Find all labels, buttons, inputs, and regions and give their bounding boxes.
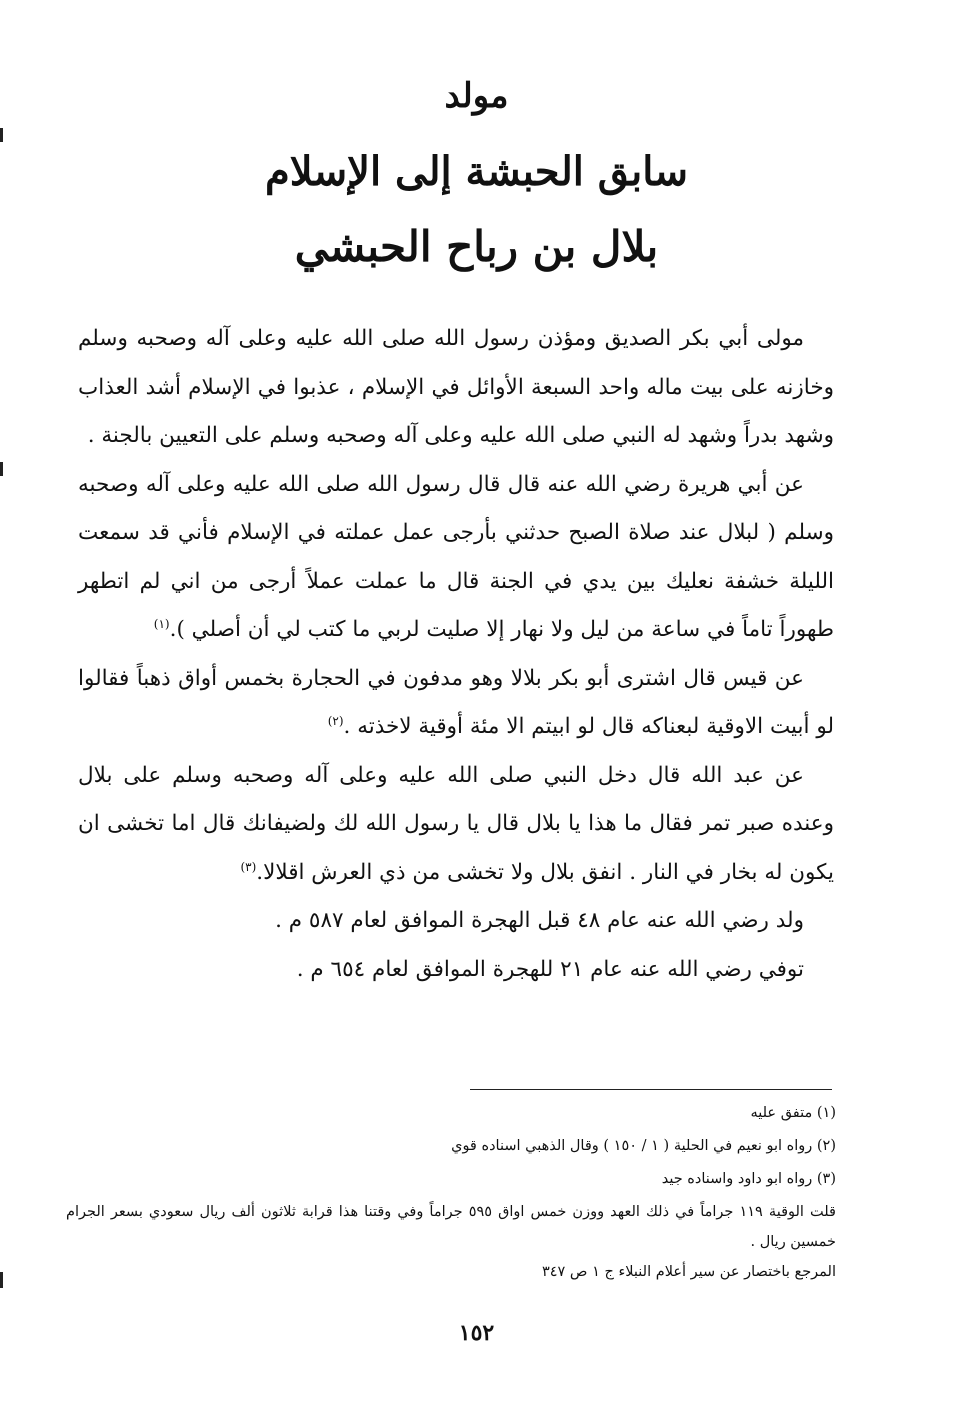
paragraph-hadith-1 — [78, 461, 834, 655]
footnote-reference: المرجع باختصار عن سير أعلام النبلاء ج ١ ص ٣٤٧ — [541, 1264, 836, 1280]
title-bilal: بلال بن رباح الحبشي — [294, 222, 659, 271]
title-first-abyssinian: سابق الحبشة إلى الإسلام — [264, 148, 688, 195]
footnote-2: (٢) رواه ابو نعيم في الحلية ( ١ / ١٥٠ ) وقال الذهبي اسناده قوي — [451, 1138, 836, 1154]
main-body — [78, 315, 834, 994]
footnote-remark: قلت الوقية ١١٩ جراماً في ذلك العهد ووزن خمس اواق ٥٩٥ جراماً وفي وقتنا هذا قرابة ثلاثون ألف ريال سعودي بسعر الجرام خمسين ريال . — [66, 1204, 836, 1250]
hadith-3-text: عن عبد الله قال دخل النبي صلى الله عليه وعلى آله وصحبه وسلم على بلال وعنده صبر تمر فقال ما هذا يا بلال قال يا رسول الله لك ولضيفانك قال اما تخشى ان يكون له بخار في النار . انفق بلال ولا تخشى من ذي العرش اقلالا. — [78, 762, 834, 885]
footnote-ref-2: (٢) — [327, 713, 344, 728]
paragraph-hadith-3 — [78, 752, 834, 898]
footnote-ref-3: (٣) — [240, 859, 257, 874]
title-birth: مولد — [444, 76, 509, 116]
hadith-2-text: عن قيس قال اشترى أبو بكر بلالا وهو مدفون في الحجارة بخمس أواق ذهباً فقالوا لو أبيت الاوقية لبعناكه قال لو ابيتم الا مئة أوقية لاخذته . — [78, 665, 834, 739]
footnote-ref-1: (١) — [153, 616, 170, 631]
page-number: ١٥٢ — [458, 1320, 495, 1346]
paragraph-died: توفي رضي الله عنه عام ٢١ للهجرة الموافق لعام ٦٥٤ م . — [296, 956, 804, 982]
footnote-1: (١) متفق عليه — [750, 1105, 836, 1121]
footnotes-section — [66, 1098, 836, 1287]
hadith-1-text: عن أبي هريرة رضي الله عنه قال قال رسول الله صلى الله عليه وعلى آله وصحبه وسلم ( لبلال عند صلاة الصبح حدثني بأرجى عمل عملته في الإسلام فأني قد سمعت الليلة خشفة نعليك بين يدي في الجنة قال ما عملت عملاً أرجى من اني لم اتطهر طهوراً تاماً في ساعة من ليل ولا نهار إلا صليت لربي ما كتب لي أن أصلي ). — [78, 471, 834, 642]
paragraph-intro: مولى أبي بكر الصديق ومؤذن رسول الله صلى الله عليه وعلى آله وصحبه وسلم وخازنه على بيت ماله واحد السبعة الأوائل في الإسلام ، عذبوا في الإسلام أشد العذاب وشهد بدراً وشهد له النبي صلى الله عليه وعلى آله وصحبه وسلم على التعيين بالجنة . — [78, 326, 834, 448]
footnote-3: (٣) رواه ابو داود واسناده جيد — [661, 1171, 836, 1187]
paragraph-hadith-2 — [78, 655, 834, 752]
scan-mark-left-top — [0, 128, 3, 142]
scan-mark-left-bottom — [0, 1272, 3, 1288]
scan-mark-left-middle — [0, 462, 3, 476]
paragraph-born: ولد رضي الله عنه عام ٤٨ قبل الهجرة الموافق لعام ٥٨٧ م . — [275, 908, 804, 933]
footnote-divider — [470, 1089, 832, 1090]
